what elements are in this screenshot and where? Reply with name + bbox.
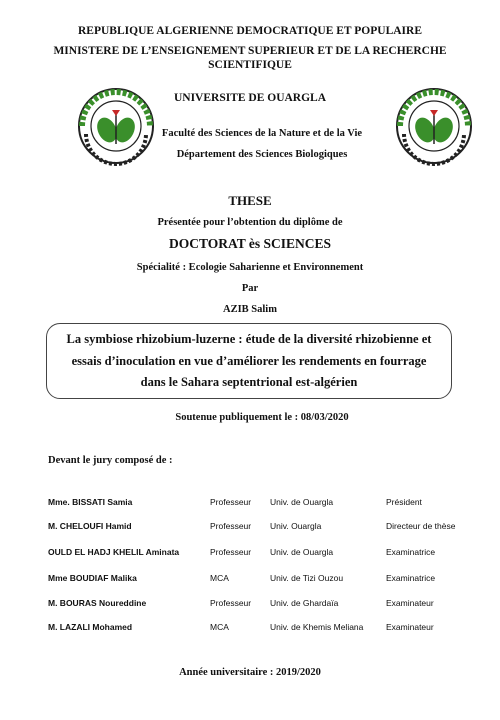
faculty-name: Faculté des Sciences de la Nature et de la Vie bbox=[161, 128, 363, 139]
jury-role: Président bbox=[386, 497, 422, 507]
defense-date: Soutenue publiquement le : 08/03/2020 bbox=[175, 412, 349, 423]
jury-name: OULD EL HADJ KHELIL Aminata bbox=[48, 547, 180, 557]
jury-university: Univ. de Ouargla bbox=[270, 547, 334, 557]
jury-name: M. CHELOUFI Hamid bbox=[48, 521, 132, 531]
jury-university: Univ. de Tizi Ouzou bbox=[270, 573, 344, 583]
jury-role: Examinateur bbox=[386, 622, 434, 632]
jury-grade: Professeur bbox=[210, 521, 252, 531]
thesis-label: THESE bbox=[228, 193, 272, 208]
jury-university: Univ. de Khemis Meliana bbox=[270, 622, 364, 632]
jury-grade: Professeur bbox=[210, 547, 252, 557]
header-ministry-cont: SCIENTIFIQUE bbox=[208, 59, 292, 71]
jury-university: Univ. de Ouargla bbox=[270, 497, 334, 507]
jury-university: Univ. de Ghardaïa bbox=[270, 598, 339, 608]
speciality: Spécialité : Ecologie Saharienne et Environnement bbox=[136, 262, 364, 273]
jury-role: Examinatrice bbox=[386, 573, 436, 583]
jury-name: M. BOURAS Noureddine bbox=[48, 598, 147, 608]
header-ministry: MINISTERE DE L’ENSEIGNEMENT SUPERIEUR ET DE LA RECHERCHE bbox=[53, 45, 447, 57]
by-label: Par bbox=[241, 283, 259, 294]
table-row bbox=[48, 622, 468, 638]
thesis-title-line: dans le Sahara septentrional est-algérien bbox=[140, 375, 358, 389]
university-name: UNIVERSITE DE OUARGLA bbox=[173, 92, 327, 104]
department-name: Département des Sciences Biologiques bbox=[176, 149, 348, 160]
jury-name: Mme BOUDIAF Malika bbox=[48, 573, 137, 583]
table-row bbox=[48, 497, 468, 513]
jury-heading: Devant le jury composé de : bbox=[48, 455, 173, 466]
author-name: AZIB Salim bbox=[223, 304, 277, 315]
table-row bbox=[48, 598, 468, 614]
jury-grade: Professeur bbox=[210, 497, 252, 507]
jury-role: Examinateur bbox=[386, 598, 434, 608]
thesis-title-line: La symbiose rhizobium-luzerne : étude de la diversité rhizobienne et bbox=[66, 332, 432, 346]
university-seal-icon bbox=[76, 86, 156, 166]
university-seal-icon bbox=[394, 86, 474, 166]
jury-name: Mme. BISSATI Samia bbox=[48, 497, 133, 507]
thesis-title-line: essais d’inoculation en vue d’améliorer les rendements en fourrage bbox=[71, 353, 427, 368]
jury-university: Univ. Ouargla bbox=[270, 521, 322, 531]
table-row bbox=[48, 547, 468, 563]
jury-name: M. LAZALI Mohamed bbox=[48, 622, 133, 632]
table-row bbox=[48, 521, 468, 537]
jury-grade: Professeur bbox=[210, 598, 252, 608]
degree-title: DOCTORAT ès SCIENCES bbox=[168, 236, 332, 251]
jury-grade: MCA bbox=[210, 622, 229, 632]
header-republic: REPUBLIQUE ALGERIENNE DEMOCRATIQUE ET POPULAIRE bbox=[78, 25, 422, 37]
jury-grade: MCA bbox=[210, 573, 229, 583]
jury-role: Directeur de thèse bbox=[386, 521, 456, 531]
table-row bbox=[48, 573, 468, 589]
presented-for: Présentée pour l’obtention du diplôme de bbox=[157, 217, 343, 228]
thesis-title-box bbox=[46, 323, 452, 399]
jury-role: Examinatrice bbox=[386, 547, 436, 557]
academic-year: Année universitaire : 2019/2020 bbox=[179, 667, 321, 678]
